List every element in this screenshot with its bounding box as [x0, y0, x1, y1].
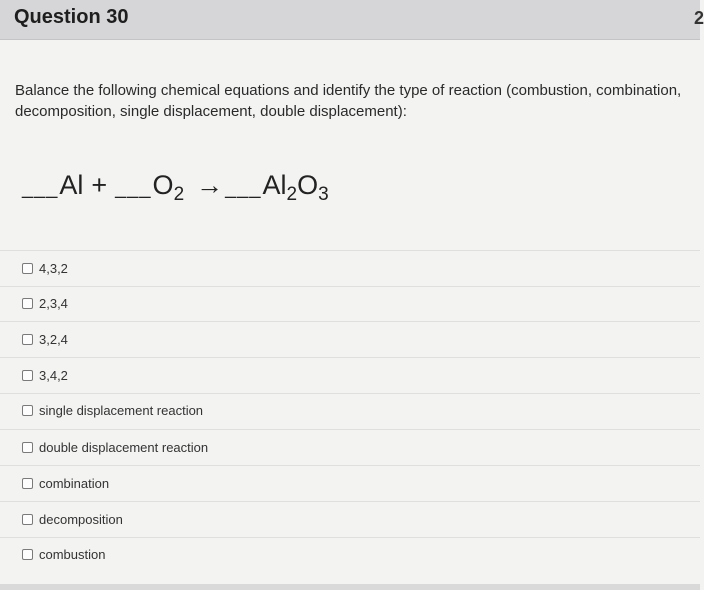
answer-option-label: decomposition	[39, 511, 123, 527]
divider	[0, 501, 700, 502]
answer-option[interactable]	[22, 257, 68, 279]
answer-option[interactable]	[22, 328, 68, 350]
answer-option[interactable]	[22, 508, 123, 530]
footer-border	[0, 584, 700, 590]
answer-option-label: 3,4,2	[39, 367, 68, 383]
chemical-equation	[22, 170, 329, 210]
checkbox-icon[interactable]	[22, 263, 33, 274]
divider	[0, 537, 700, 538]
question-prompt: Balance the following chemical equations and identify the type of reaction (combustion, combination, decomposition, single displacement, double displacement):	[15, 82, 682, 120]
product-o-subscript: 3	[318, 184, 329, 205]
oxygen-subscript: 2	[173, 184, 185, 205]
answer-option[interactable]	[22, 436, 208, 458]
answer-option[interactable]	[22, 399, 203, 421]
coefficient-blank-3: ___	[225, 177, 262, 199]
reactant-oxygen	[152, 170, 185, 205]
divider	[0, 357, 700, 358]
divider	[0, 286, 700, 287]
coefficient-blank-2: ___	[115, 177, 152, 199]
coefficient-blank-1: ___	[22, 177, 59, 199]
product-al-symbol: Al	[262, 170, 287, 200]
question-header	[0, 0, 704, 40]
reaction-arrow: →	[196, 170, 224, 200]
divider	[0, 393, 700, 394]
product-aluminum-oxide	[262, 170, 329, 205]
divider	[0, 429, 700, 430]
answer-option[interactable]	[22, 543, 105, 565]
answer-option-label: combustion	[39, 546, 106, 562]
product-o-symbol: O	[297, 170, 319, 200]
checkbox-icon[interactable]	[22, 478, 33, 489]
divider	[0, 321, 700, 322]
plus-sign: +	[91, 170, 108, 200]
checkbox-icon[interactable]	[22, 334, 33, 345]
answer-option-label: 4,3,2	[39, 260, 68, 276]
answer-option-label: combination	[39, 475, 110, 491]
answer-option-label: 3,2,4	[39, 331, 68, 347]
checkbox-icon[interactable]	[22, 549, 33, 560]
checkbox-icon[interactable]	[22, 370, 33, 381]
checkbox-icon[interactable]	[22, 442, 33, 453]
answer-option-label: single displacement reaction	[39, 402, 204, 418]
header-edge-fragment: 2	[693, 8, 704, 28]
reactant-aluminum: Al	[59, 170, 84, 200]
answer-option-label: double displacement reaction	[39, 439, 209, 455]
answer-option[interactable]	[22, 364, 68, 386]
answer-option[interactable]	[22, 292, 68, 314]
answer-option[interactable]	[22, 472, 109, 494]
product-al-subscript: 2	[286, 184, 298, 205]
checkbox-icon[interactable]	[22, 514, 33, 525]
oxygen-symbol: O	[152, 170, 174, 200]
checkbox-icon[interactable]	[22, 298, 33, 309]
divider	[0, 465, 700, 466]
answer-option-label: 2,3,4	[39, 295, 68, 311]
divider	[0, 250, 700, 251]
checkbox-icon[interactable]	[22, 405, 33, 416]
question-title: Question 30	[14, 6, 129, 28]
